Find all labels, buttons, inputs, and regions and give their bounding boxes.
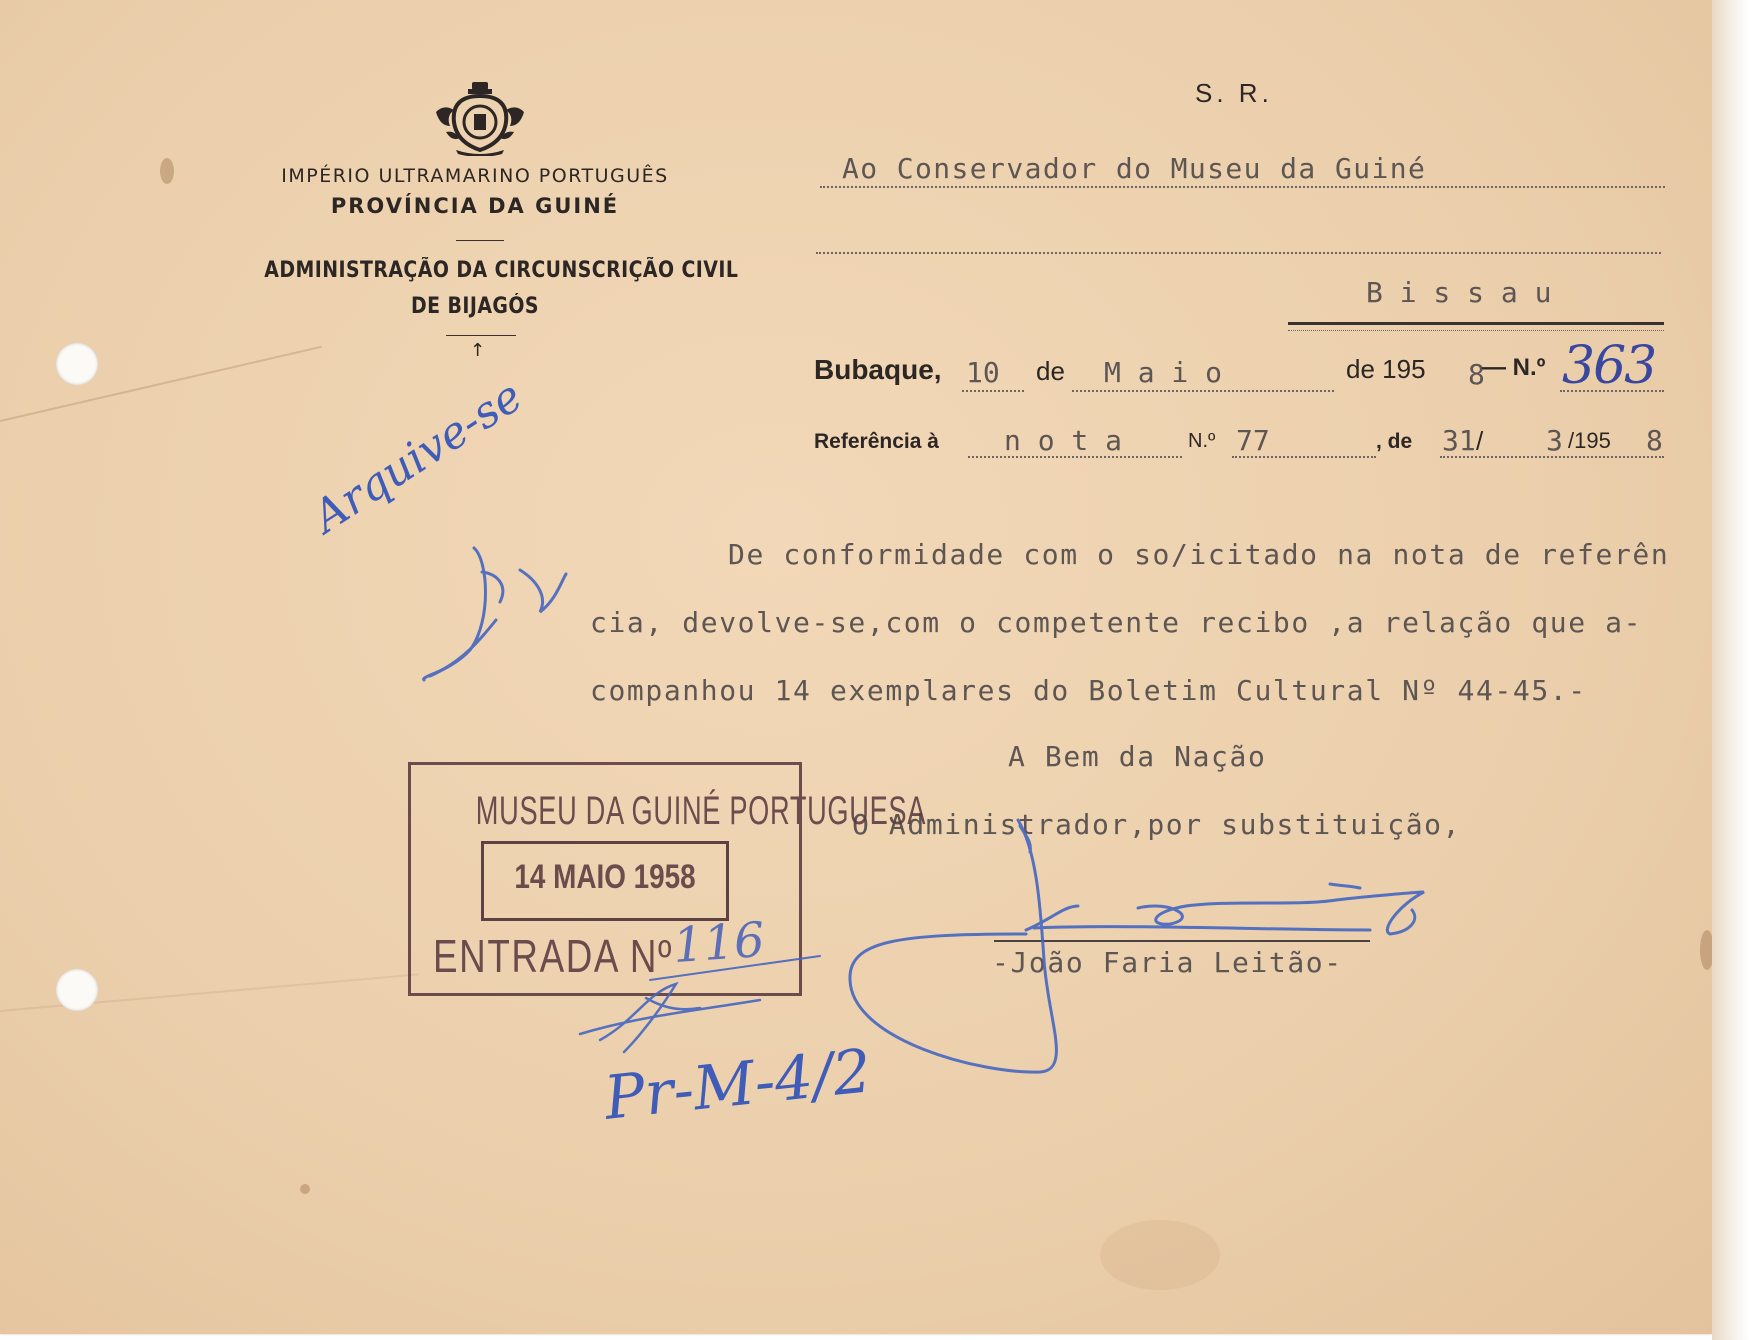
reference-dotted-line	[1232, 456, 1376, 458]
document-number: 363	[1562, 336, 1656, 396]
reference-number-label: N.º	[1188, 430, 1216, 452]
coat-of-arms-icon	[432, 82, 528, 156]
reference-month: 3	[1546, 424, 1563, 457]
reference-number: 77	[1236, 424, 1270, 457]
signatory-name: -João Faria Leitão-	[992, 946, 1343, 979]
reference-year-digit: 8	[1646, 424, 1663, 457]
paper-stain	[300, 1184, 310, 1194]
paper-stain	[1100, 1220, 1220, 1290]
reference-document: n o t a	[1004, 424, 1123, 457]
salutation: S. R.	[1195, 78, 1273, 108]
letterhead-empire: IMPÉRIO ULTRAMARINO PORTUGUÊS	[281, 165, 669, 187]
letterhead-bijagos: DE BIJAGÓS	[411, 294, 539, 319]
date-year-digit: 8	[1468, 358, 1485, 391]
reference-slash: /	[1476, 426, 1484, 456]
reference-dotted-line	[968, 456, 1182, 458]
date-dotted-line	[962, 390, 1024, 392]
scan-edge	[1712, 0, 1749, 1340]
document-number-label: — N.º	[1482, 354, 1546, 381]
stamp-title: MUSEU DA GUINÉ PORTUGUESA	[475, 789, 927, 833]
address-dotted-line	[816, 252, 1661, 254]
stamp-entry-label: ENTRADA Nº	[433, 930, 674, 982]
letterhead-administration: ADMINISTRAÇÃO DA CIRCUNSCRIÇÃO CIVIL	[264, 258, 739, 283]
date-dotted-line	[1560, 390, 1664, 392]
stamp-entry-number: 116	[671, 911, 767, 975]
city-rule	[1288, 330, 1664, 331]
museum-entry-stamp	[408, 762, 927, 996]
paper-crease	[0, 346, 322, 422]
date-dotted-line	[1072, 390, 1334, 392]
signature-rule	[994, 940, 1370, 942]
place-label: Bubaque,	[814, 354, 942, 385]
addressee-city: B i s s a u	[1366, 276, 1552, 309]
city-rule	[1288, 322, 1664, 325]
punch-hole	[56, 343, 98, 385]
reference-dotted-line	[1440, 456, 1664, 458]
date-day: 10	[966, 356, 1000, 389]
punch-hole	[56, 969, 98, 1011]
paper-stain	[1700, 930, 1712, 970]
date-year-label: de 195	[1346, 354, 1426, 384]
paper-stain	[160, 158, 174, 184]
letterhead-arrow: ↑	[470, 340, 486, 361]
handwritten-archive-note: Arquive-se	[304, 370, 532, 543]
handwritten-reference: Pr-M-4/2	[601, 1036, 875, 1134]
reference-label: Referência à	[814, 430, 939, 453]
letterhead-rule	[446, 335, 516, 336]
reference-year-label: /195	[1568, 428, 1611, 453]
body-line-1: De conformidade com o so/icitado na nota de referên	[728, 538, 1670, 571]
body-line-3: companhou 14 exemplares do Boletim Cultural Nº 44-45.-	[590, 674, 1587, 707]
date-month: M a i o	[1104, 356, 1223, 389]
reference-day: 31	[1442, 424, 1476, 457]
stamp-date: 14 MAIO 1958	[514, 858, 696, 896]
closing-formula: A Bem da Nação	[1008, 740, 1267, 773]
address-dotted-line	[820, 186, 1665, 188]
signatory-role: O Administrador,por substituição,	[852, 808, 1462, 841]
letterhead-province: PROVÍNCIA DA GUINÉ	[330, 194, 620, 218]
reference-date-label: , de	[1376, 430, 1413, 453]
letterhead-rule	[456, 240, 504, 241]
stamp-date-box	[481, 841, 729, 921]
addressee-name: Ao Conservador do Museu da Guiné	[842, 152, 1427, 185]
body-line-2: cia, devolve-se,com o competente recibo ,a relação que a-	[590, 606, 1643, 639]
date-de-label: de	[1036, 356, 1065, 386]
